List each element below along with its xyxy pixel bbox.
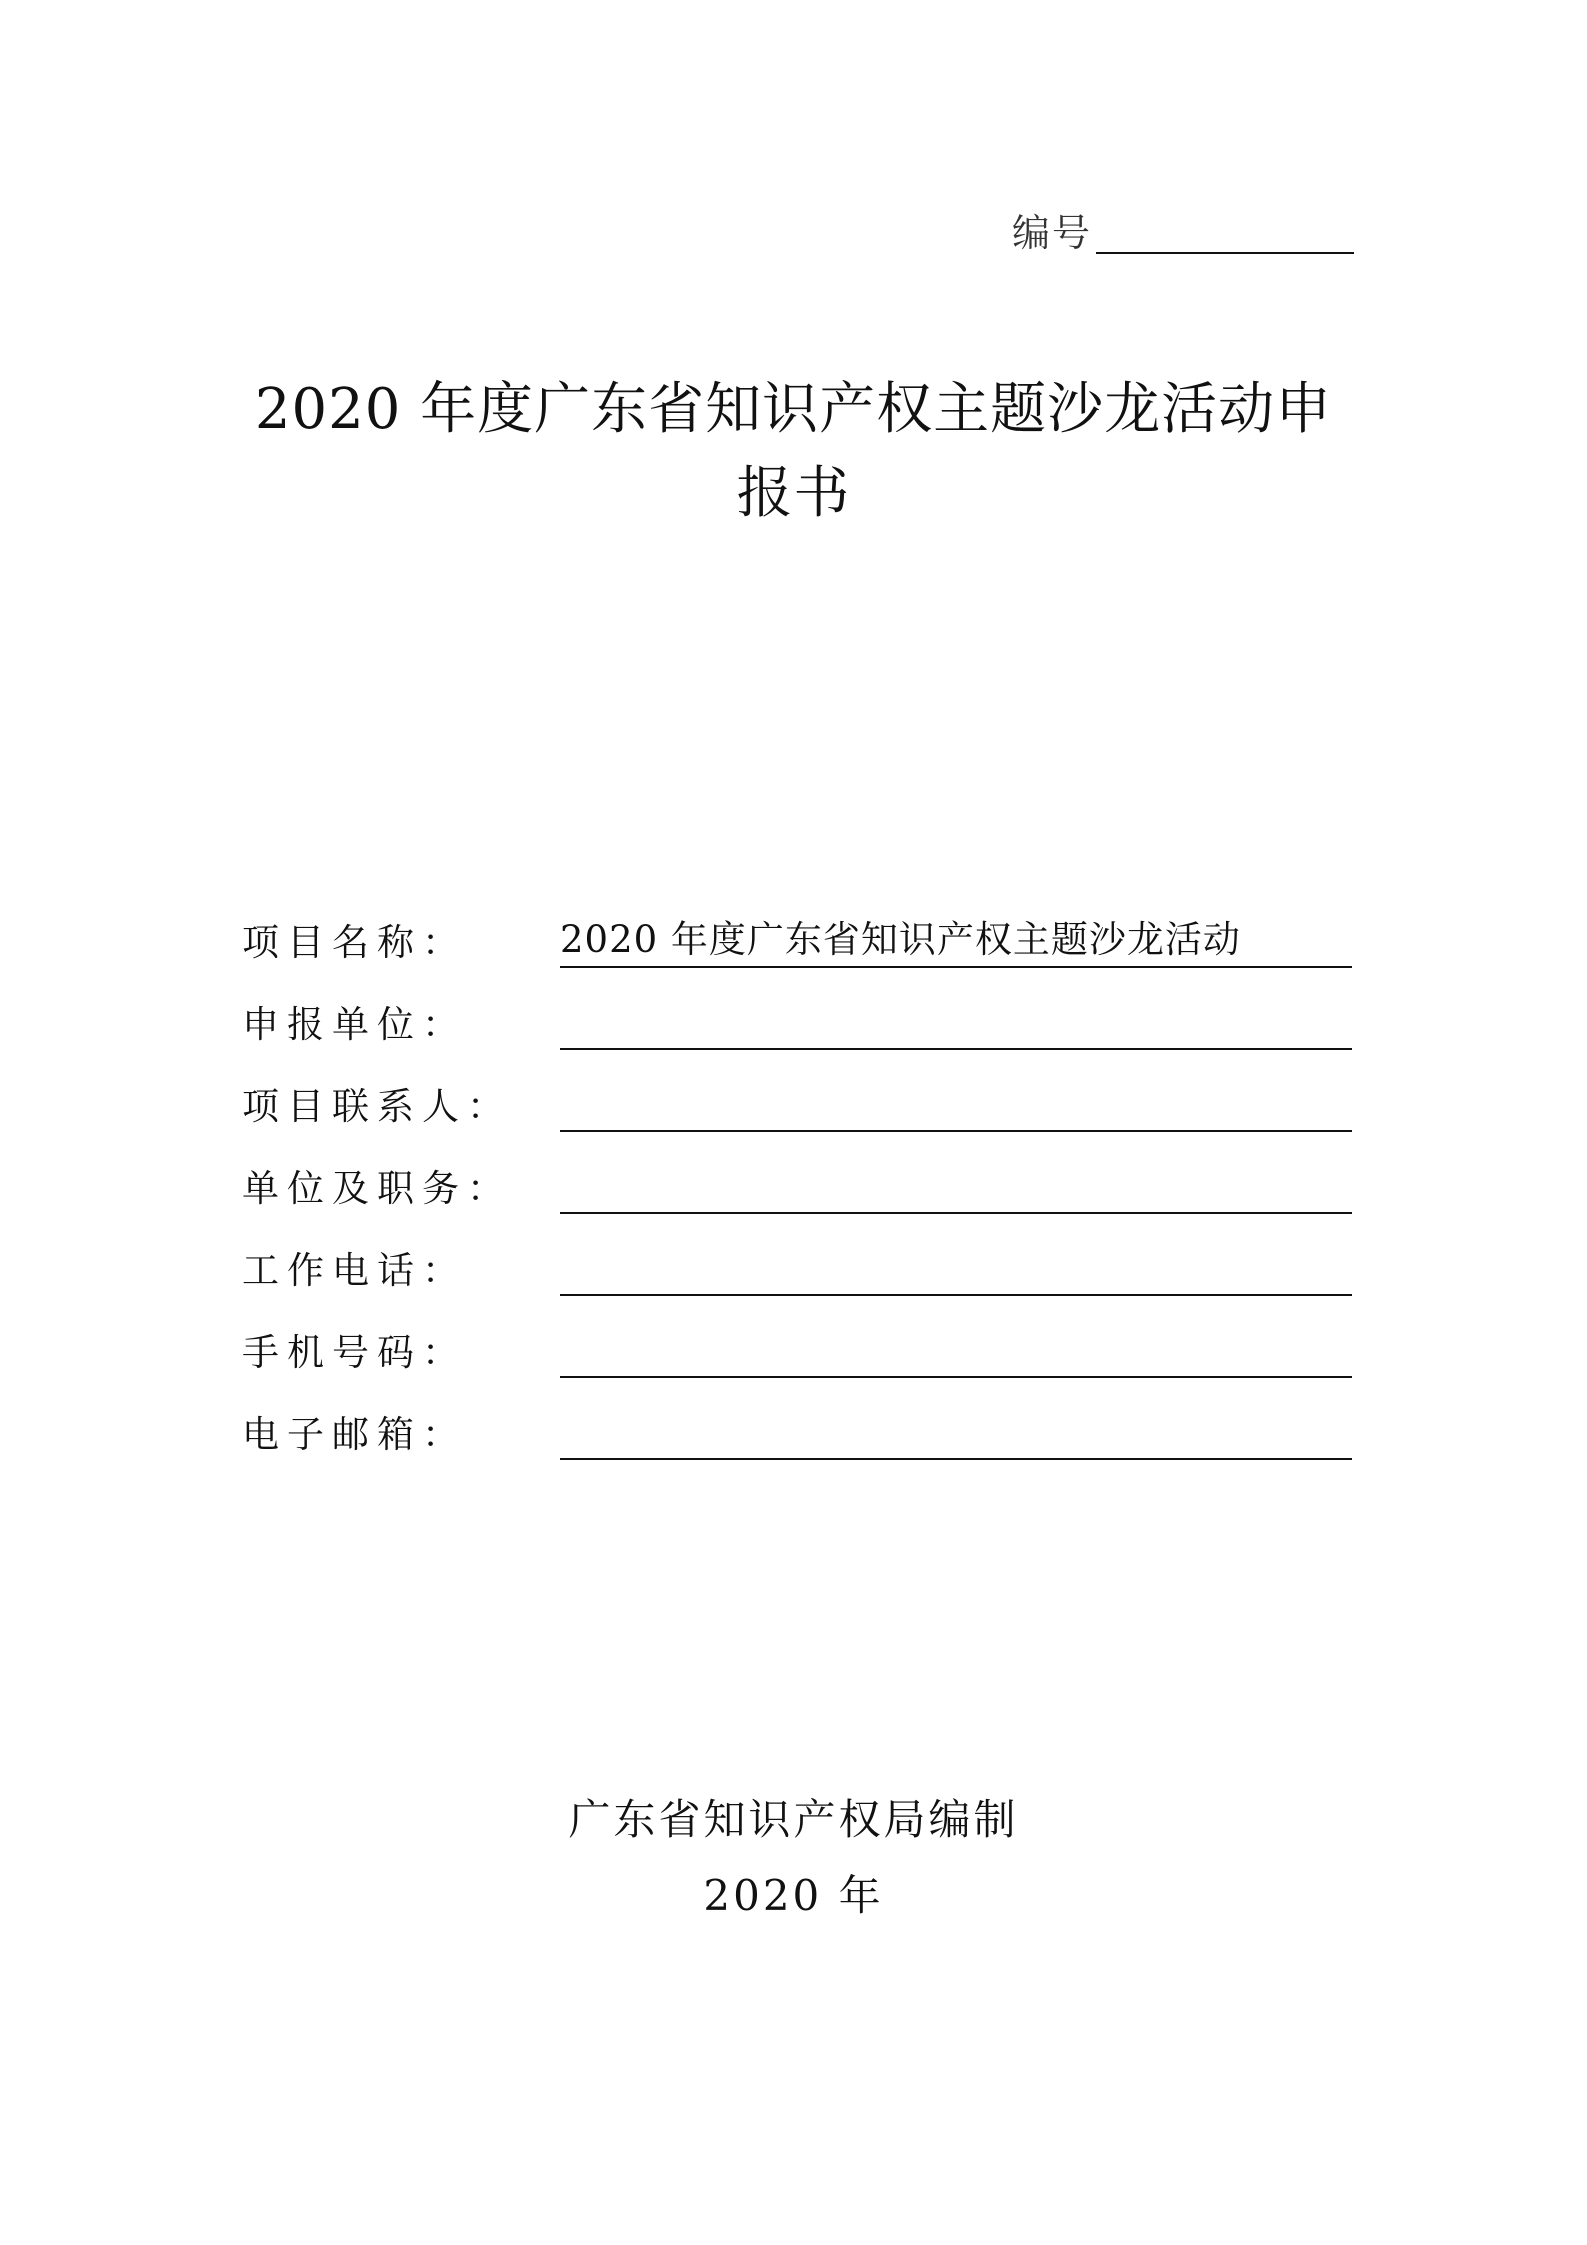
mobile-number-field[interactable] <box>560 1330 1352 1380</box>
contact-person-underline <box>560 1130 1352 1132</box>
form-row-work-phone <box>242 1216 1352 1298</box>
form-row-mobile-number <box>242 1298 1352 1380</box>
contact-person-label: 项目联系人： <box>242 1085 512 1128</box>
title-line-2: 报书 <box>736 461 851 526</box>
serial-number-label: 编号 <box>1012 211 1093 255</box>
serial-number-blank <box>1096 252 1354 254</box>
application-form <box>242 888 1352 1462</box>
applicant-unit-field[interactable] <box>560 1002 1352 1052</box>
work-phone-label: 工作电话： <box>242 1249 467 1292</box>
serial-number <box>1012 208 1354 258</box>
applicant-unit-label: 申报单位： <box>242 1003 467 1046</box>
title-line-1: 2020 年度广东省知识产权主题沙龙活动申 <box>254 377 1333 442</box>
project-name-field[interactable] <box>560 920 1352 970</box>
project-name-underline <box>560 966 1352 968</box>
unit-position-field[interactable] <box>560 1166 1352 1216</box>
unit-position-label: 单位及职务： <box>242 1167 512 1210</box>
unit-position-underline <box>560 1212 1352 1214</box>
project-name-value: 2020 年度广东省知识产权主题沙龙活动 <box>560 918 1241 961</box>
form-row-contact-person <box>242 1052 1352 1134</box>
email-field[interactable] <box>560 1412 1352 1462</box>
email-label: 电子邮箱： <box>242 1413 467 1456</box>
document-title <box>200 368 1387 536</box>
issuer-text: 广东省知识产权局编制 <box>568 1795 1019 1844</box>
form-row-project-name <box>242 888 1352 970</box>
project-name-label: 项目名称： <box>242 921 467 964</box>
work-phone-field[interactable] <box>560 1248 1352 1298</box>
form-row-applicant-unit <box>242 970 1352 1052</box>
form-row-email <box>242 1380 1352 1462</box>
mobile-number-underline <box>560 1376 1352 1378</box>
form-row-unit-position <box>242 1134 1352 1216</box>
contact-person-field[interactable] <box>560 1084 1352 1134</box>
work-phone-underline <box>560 1294 1352 1296</box>
applicant-unit-underline <box>560 1048 1352 1050</box>
email-underline <box>560 1458 1352 1460</box>
document-footer <box>0 1782 1587 1934</box>
mobile-number-label: 手机号码： <box>242 1331 467 1374</box>
issue-year: 2020 年 <box>703 1871 884 1920</box>
